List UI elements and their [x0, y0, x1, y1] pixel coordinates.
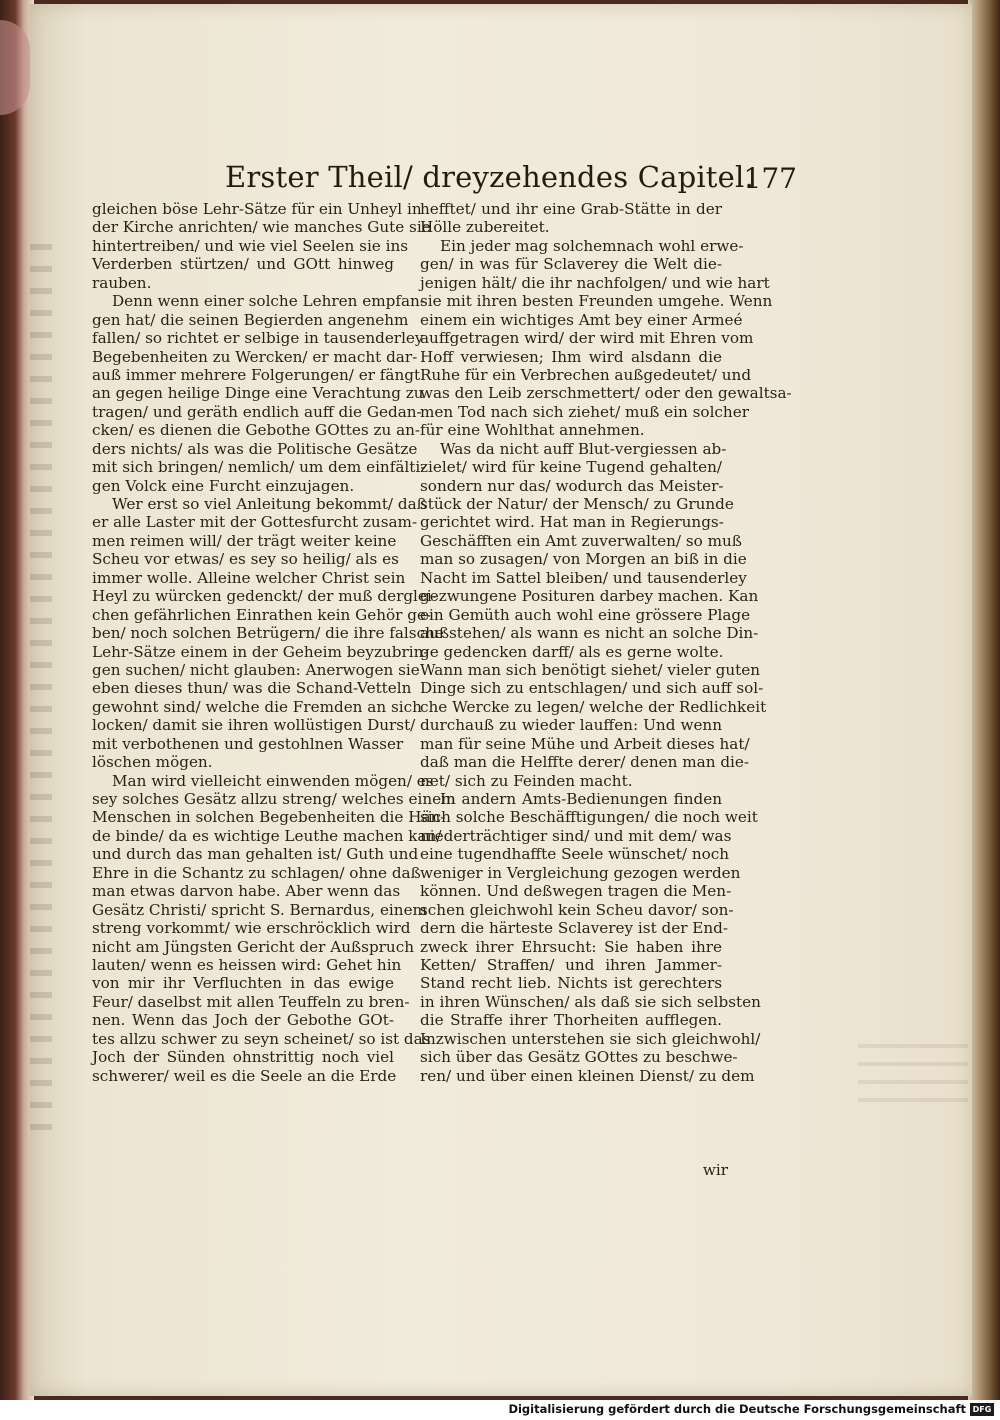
text-line: was den Leib zerschmettert/ oder den gewaltsa- [420, 384, 792, 403]
text-line: man so zusagen/ von Morgen an biß in die [420, 550, 747, 569]
text-line: ren/ und über einen kleinen Dienst/ zu dem [420, 1066, 755, 1085]
text-line: Wer erst so viel Anleitung bekommt/ daß [112, 495, 427, 513]
text-line: lauten/ wenn es heissen wird: Gehet hin [92, 955, 402, 974]
text-column-right [420, 200, 792, 1085]
text-line: Stand recht lieb. Nichts ist gerechters [420, 974, 722, 993]
funding-credit: Digitalisierung gefördert durch die Deutsche Forschungsgemeinschaft [508, 1402, 966, 1416]
text-line: für eine Wohlthat annehmen. [420, 421, 645, 440]
text-line: nen. Wenn das Joch der Gebothe GOt- [92, 1011, 394, 1030]
text-line: jenigen hält/ die ihr nachfolgen/ und wie hart [420, 273, 770, 292]
text-line: mit verbothenen und gestohlnen Wasser [92, 734, 404, 753]
dfg-logo: DFG [970, 1403, 994, 1416]
bleed-through-right [858, 1044, 968, 1104]
text-line: Verderben stürtzen/ und GOtt hinweg [92, 255, 394, 274]
text-line: Menschen in solchen Begebenheiten die Hän- [92, 808, 446, 827]
text-line: gen/ in was für Sclaverey die Welt die- [420, 255, 722, 274]
text-line: sie mit ihren besten Freunden umgehe. Wenn [420, 292, 773, 311]
text-line: fallen/ so richtet er selbige in tausenderley [92, 329, 424, 348]
catchword: wir [702, 1161, 728, 1179]
text-line: löschen mögen. [92, 753, 213, 772]
text-line: auffgetragen wird/ der wird mit Ehren vom [420, 329, 754, 348]
text-line: Man wird vielleicht einwenden mögen/ es [112, 771, 434, 790]
text-line: Hoff verwiesen; Ihm wird alsdann die [420, 347, 722, 366]
text-line: immer wolle. Alleine welcher Christ sein [92, 568, 406, 587]
text-line: daß man die Helffte derer/ denen man die- [420, 753, 750, 772]
text-line: sich über das Gesätz GOttes zu beschwe- [420, 1048, 738, 1067]
text-line: von mir ihr Verfluchten in das ewige [92, 974, 394, 993]
text-line: können. Und deßwegen tragen die Men- [420, 882, 732, 901]
text-line: Joch der Sünden ohnstrittig noch viel [92, 1048, 394, 1067]
text-line: hefftet/ und ihr eine Grab-Stätte in der [420, 200, 722, 218]
text-line: auß immer mehrere Folgerungen/ er fängt [92, 365, 421, 384]
book-binding-left [0, 0, 34, 1400]
text-line: gewohnt sind/ welche die Fremden an sich [92, 697, 422, 716]
text-line: und durch das man gehalten ist/ Guth und [92, 845, 419, 864]
text-line: rauben. [92, 273, 152, 292]
text-line: tragen/ und geräth endlich auff die Gedan- [92, 402, 422, 421]
text-line: Ehre in die Schantz zu schlagen/ ohne daß [92, 863, 421, 882]
text-line: Ruhe für ein Verbrechen außgedeutet/ und [420, 365, 752, 384]
text-line: Denn wenn einer solche Lehren empfan- [112, 292, 425, 311]
text-line: weniger in Vergleichung gezogen werden [420, 863, 741, 882]
text-line: Gesätz Christi/ spricht S. Bernardus, einem [92, 900, 427, 919]
text-line: chen gefährlichen Einrathen kein Gehör ge- [92, 605, 432, 624]
text-line: streng vorkommt/ wie erschröcklich wird [92, 919, 411, 938]
footer-bar [0, 1400, 1000, 1420]
running-head: Erster Theil/ dreyzehendes Capitel. [225, 160, 754, 194]
text-line: sich solche Beschäfftigungen/ die noch weit [420, 808, 758, 827]
text-line: nicht am Jüngsten Gericht der Außspruch [92, 937, 415, 956]
bleed-through-left [30, 244, 52, 1144]
text-line: hintertreiben/ und wie viel Seelen sie ins [92, 236, 409, 255]
text-line: durchauß zu wieder lauffen: Und wenn [420, 716, 722, 735]
text-line: niederträchtiger sind/ und mit dem/ was [420, 826, 732, 845]
text-line: Nacht im Sattel bleiben/ und tausenderley [420, 568, 747, 587]
text-line: man für seine Mühe und Arbeit dieses hat/ [420, 734, 750, 753]
text-line: mit sich bringen/ nemlich/ um dem einfälti- [92, 458, 426, 477]
text-line: die Straffe ihrer Thorheiten aufflegen. [420, 1011, 722, 1030]
text-line: ge gedencken darff/ als es gerne wolte. [420, 642, 724, 661]
text-line: eben dieses thun/ was die Schand-Vetteln [92, 679, 412, 698]
text-line: gen suchen/ nicht glauben: Anerwogen sie [92, 660, 420, 679]
text-line: sey solches Gesätz allzu streng/ welches einem [92, 790, 456, 808]
text-column-left [92, 200, 456, 1085]
text-line: In andern Amts-Bedienungen finden [440, 790, 722, 808]
text-line: zweck ihrer Ehrsucht: Sie haben ihre [420, 937, 722, 956]
text-line: außstehen/ als wann es nicht an solche Din- [420, 624, 759, 643]
text-line: ben/ noch solchen Betrügern/ die ihre falsche [92, 624, 444, 643]
page-number: 177 [743, 162, 797, 195]
text-line: Heyl zu würcken gedenckt/ der muß derglei- [92, 587, 437, 606]
text-line: man etwas darvon habe. Aber wenn das [92, 882, 401, 901]
text-line: in ihren Wünschen/ als daß sie sich selbsten [420, 992, 761, 1011]
text-line: Ketten/ Straffen/ und ihren Jammer- [420, 955, 722, 974]
text-line: der Kirche anrichten/ wie manches Gute sie [92, 218, 431, 237]
text-line: ein Gemüth auch wohl eine grössere Plage [420, 605, 751, 624]
text-line: men Tod nach sich ziehet/ muß ein solcher [420, 402, 749, 421]
text-line: net/ sich zu Feinden macht. [420, 771, 633, 790]
text-line: schen gleichwohl kein Scheu davor/ son- [420, 900, 734, 919]
text-line: Ein jeder mag solchemnach wohl erwe- [440, 236, 744, 255]
text-line: Begebenheiten zu Wercken/ er macht dar- [92, 347, 418, 366]
text-line: Dinge sich zu entschlagen/ und sich auff sol- [420, 679, 764, 698]
text-line: sondern nur das/ wodurch das Meister- [420, 476, 724, 495]
text-line: Hölle zubereitet. [420, 218, 550, 237]
text-line: Scheu vor etwas/ es sey so heilig/ als es [92, 550, 399, 569]
book-edge-right [968, 0, 1000, 1400]
text-line: eine tugendhaffte Seele wünschet/ noch [420, 845, 730, 864]
text-line: Geschäfften ein Amt zuverwalten/ so muß [420, 531, 742, 550]
text-line: men reimen will/ der trägt weiter keine [92, 531, 397, 550]
text-line: Feur/ daselbst mit allen Teuffeln zu bren- [92, 992, 410, 1011]
text-line: gezwungene Posituren darbey machen. Kan [420, 587, 759, 606]
text-line: einem ein wichtiges Amt bey einer Armeé [420, 310, 743, 329]
text-line: gerichtet wird. Hat man in Regierungs- [420, 513, 724, 532]
text-line: Lehr-Sätze einem in der Geheim beyzubrin- [92, 642, 429, 661]
text-line: tes allzu schwer zu seyn scheinet/ so ist das [92, 1029, 431, 1048]
text-line: er alle Laster mit der Gottesfurcht zusam- [92, 513, 418, 532]
text-line: schwerer/ weil es die Seele an die Erde [92, 1066, 397, 1085]
text-line: Was da nicht auff Blut-vergiessen ab- [440, 439, 727, 458]
text-line: an gegen heilige Dinge eine Verachtung zu [92, 384, 424, 403]
text-line: Wann man sich benötigt siehet/ vieler guten [420, 660, 761, 679]
text-line: locken/ damit sie ihren wollüstigen Durst/ [92, 716, 416, 735]
text-line: zielet/ wird für keine Tugend gehalten/ [420, 458, 722, 477]
text-line: gen hat/ die seinen Begierden angenehm [92, 310, 409, 329]
text-line: dern die härteste Sclaverey ist der End- [420, 919, 729, 938]
text-line: stück der Natur/ der Mensch/ zu Grunde [420, 495, 734, 513]
text-line: gleichen böse Lehr-Sätze für ein Unheyl in [92, 200, 422, 218]
text-line: Inzwischen unterstehen sie sich gleichwohl/ [420, 1029, 761, 1048]
text-line: ders nichts/ als was die Politische Gesätze [92, 439, 418, 458]
text-line: che Wercke zu legen/ welche der Redlichkeit [420, 697, 767, 716]
text-line: gen Volck eine Furcht einzujagen. [92, 476, 355, 495]
text-line: de binde/ da es wichtige Leuthe machen kan/ [92, 826, 442, 845]
page-header [225, 160, 795, 200]
text-line: cken/ es dienen die Gebothe GOttes zu an- [92, 421, 421, 440]
